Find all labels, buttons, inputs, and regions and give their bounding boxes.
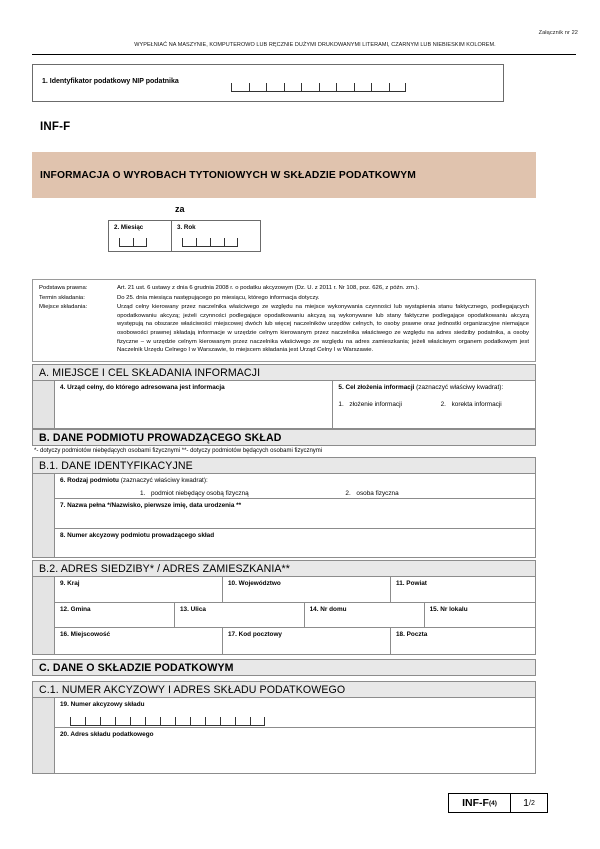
section-b2-title: B.2. ADRES SIEDZIBY* / ADRES ZAMIESZKANIA**: [39, 562, 290, 575]
field-14-label: 14. Nr domu: [309, 605, 347, 613]
option-label: korekta informacji: [451, 401, 502, 408]
legal-text: Art. 21 ust. 6 ustawy z dnia 6 grudnia 2008 r. o podatku akcyzowym (Dz. U. z 2011 r. Nr 108, poz. 626, z późn. zm.).: [117, 285, 420, 291]
section-b2-header: [32, 560, 536, 577]
warehouse-cell[interactable]: [145, 717, 160, 726]
field-20-label: 20. Adres składu podatkowego: [60, 731, 154, 738]
attachment-number: Załącznik nr 22: [538, 30, 578, 36]
warehouse-cell[interactable]: [220, 717, 235, 726]
field-12-label: 12. Gmina: [60, 605, 91, 613]
field-4-office[interactable]: [55, 381, 333, 428]
legal-basis-block: [32, 279, 536, 362]
month-cell[interactable]: [119, 238, 133, 247]
field-17-postal-code[interactable]: [223, 628, 391, 654]
field-10-label: 10. Województwo: [228, 580, 281, 587]
field-17-label: 17. Kod pocztowy: [228, 631, 282, 639]
period-box: [108, 220, 261, 252]
nip-cell[interactable]: [266, 83, 284, 92]
legal-term: Miejsce składania:: [39, 304, 88, 311]
section-a-header: [32, 364, 536, 381]
year-cell[interactable]: [210, 238, 224, 247]
field-6-option-2[interactable]: [345, 490, 398, 497]
field-2-month[interactable]: [109, 221, 172, 251]
field-3-year[interactable]: [172, 221, 260, 251]
section-b-title: B. DANE PODMIOTU PROWADZĄCEGO SKŁAD: [39, 431, 282, 444]
option-number: 2.: [345, 490, 351, 497]
field-16-label: 16. Miejscowość: [60, 631, 111, 639]
section-a-title: A. MIEJSCE I CEL SKŁADANIA INFORMACJI: [39, 366, 261, 379]
warehouse-cell[interactable]: [190, 717, 205, 726]
field-5-options: [338, 401, 535, 408]
field-11-label: 11. Powiat: [396, 580, 427, 587]
field-19-warehouse-excise-number[interactable]: [55, 698, 535, 727]
section-c-header: [32, 659, 536, 676]
legal-text: Urząd celny kierowany przez naczelnika właściwego ze względu na miejsce wykonywania czynności lub wystąpienia stanu faktycznego, podlegających opodatkowaniu akcyzą; jeżeli czynności podlegające opodatkowaniu akcyzą są wykonywane lub stany faktyczne podlegające opodatkowaniu akcyzą występują na obszarze właściwości miejscowej dwóch lub więcej naczelników urzędów celnych, to osoby prawne oraz jednostki organizacyjne niemające osobowości prawnej składają informacje w urzędzie celnym kierowanym przez naczelnika właściwego ze względu na adres siedziby podatnika, a osoby fizyczne – w urzędzie celnym kierowanym przez naczelnika właściwego ze względu na adres zamieszkania; jeżeli właściwym organem podatkowym jest Naczelnik Urzędu Celnego I w Warszawie, to miejscem składania jest Urząd Celny I w Warszawie.: [117, 304, 529, 354]
nip-cell[interactable]: [319, 83, 337, 92]
field-4-label: 4. Urząd celny, do którego adresowana jest informacja: [60, 384, 225, 391]
field-5-label: 5. Cel złożenia informacji (zaznaczyć właściwy kwadrat):: [338, 384, 504, 391]
field-6-entity-type[interactable]: [55, 474, 535, 498]
field-3-label: 3. Rok: [177, 224, 196, 231]
field-6-options: [60, 490, 535, 497]
warehouse-cell[interactable]: [100, 717, 115, 726]
field-18-post-office[interactable]: [391, 628, 535, 654]
section-a-fields: [32, 381, 536, 429]
period-word: za: [175, 204, 185, 214]
field-12-commune[interactable]: [55, 603, 175, 628]
left-gutter: [33, 474, 55, 557]
field-5-purpose[interactable]: [333, 381, 535, 428]
field-15-label: 15. Nr lokalu: [429, 605, 468, 613]
nip-cell[interactable]: [371, 83, 389, 92]
warehouse-cell[interactable]: [130, 717, 145, 726]
field-1-label: 1. Identyfikator podatkowy NIP podatnika: [42, 78, 179, 85]
legal-text: Do 25. dnia miesiąca następującego po miesiącu, którego informacja dotyczy.: [117, 294, 320, 301]
field-8-label: 8. Numer akcyzowy podmiotu prowadzącego skład: [60, 532, 215, 539]
warehouse-cell[interactable]: [115, 717, 130, 726]
footer-form-code: [449, 794, 511, 812]
field-13-street[interactable]: [175, 603, 305, 628]
field-19-label: 19. Numer akcyzowy składu: [60, 701, 145, 708]
field-6-label: 6. Rodzaj podmiotu (zaznaczyć właściwy kwadrat):: [60, 477, 208, 484]
section-b-header: [32, 429, 536, 446]
year-cell[interactable]: [196, 238, 210, 247]
field-5-hint: (zaznaczyć właściwy kwadrat):: [414, 384, 504, 391]
left-gutter: [33, 577, 55, 654]
form-title: INFORMACJA O WYROBACH TYTONIOWYCH W SKŁADZIE PODATKOWYM: [40, 169, 416, 181]
legal-term: Podstawa prawna:: [39, 285, 88, 291]
nip-cell[interactable]: [249, 83, 267, 92]
year-cell[interactable]: [182, 238, 196, 247]
page-header: [0, 0, 600, 52]
legal-row: [39, 284, 529, 293]
option-label: osoba fizyczna: [356, 490, 399, 497]
field-7-name[interactable]: [55, 499, 535, 528]
nip-cell[interactable]: [336, 83, 354, 92]
field-5-option-1[interactable]: [338, 401, 440, 408]
field-1-nip-input[interactable]: [231, 83, 406, 92]
field-18-label: 18. Poczta: [396, 631, 428, 639]
field-5-option-2[interactable]: [441, 401, 502, 408]
section-c1-title: C.1. NUMER AKCYZOWY I ADRES SKŁADU PODATKOWEGO: [39, 683, 346, 696]
footer-page-number: [511, 794, 547, 812]
section-b2-fields: [32, 577, 536, 655]
nip-cell[interactable]: [231, 83, 249, 92]
left-gutter: [33, 698, 55, 773]
nip-cell[interactable]: [354, 83, 372, 92]
warehouse-cell[interactable]: [160, 717, 175, 726]
field-8-excise-number[interactable]: [55, 529, 535, 556]
field-10-voivodeship[interactable]: [223, 577, 391, 602]
field-14-house-number[interactable]: [305, 603, 425, 628]
legal-row: [39, 294, 529, 303]
month-cell[interactable]: [133, 238, 147, 247]
field-15-flat-number[interactable]: [425, 603, 535, 628]
section-b1-header: [32, 457, 536, 474]
option-number: 2.: [440, 401, 446, 408]
section-c1-fields: [32, 698, 536, 774]
nip-cell[interactable]: [389, 83, 407, 92]
field-11-county[interactable]: [391, 577, 535, 602]
section-c1-header: [32, 681, 536, 698]
page-total: /2: [529, 799, 535, 807]
field-2-label: 2. Miesiąc: [114, 224, 144, 231]
legal-row: [39, 303, 529, 355]
footer-code-text: INF-F: [462, 797, 489, 809]
field-20-warehouse-address[interactable]: [55, 728, 535, 773]
form-title-banner: [32, 152, 536, 198]
option-number: 1.: [140, 490, 146, 497]
field-19-input[interactable]: [70, 717, 265, 726]
page-current: 1: [523, 797, 529, 809]
warehouse-cell[interactable]: [70, 717, 85, 726]
header-divider: [32, 54, 576, 55]
option-label: złożenie informacji: [349, 401, 402, 408]
warehouse-cell[interactable]: [85, 717, 100, 726]
nip-cell[interactable]: [284, 83, 302, 92]
field-6-hint: (zaznaczyć właściwy kwadrat):: [118, 477, 208, 484]
field-16-city[interactable]: [55, 628, 223, 654]
field-6-option-1[interactable]: [140, 490, 345, 497]
field-2-month-input[interactable]: [119, 238, 147, 247]
field-9-country[interactable]: [55, 577, 223, 602]
section-b1-fields: [32, 474, 536, 558]
section-b-footnote: *- dotyczy podmiotów niebędących osobami fizycznymi **- dotyczy podmiotów będących osobami fizycznymi: [34, 448, 323, 454]
nip-cell[interactable]: [301, 83, 319, 92]
section-c-title: C. DANE O SKŁADZIE PODATKOWYM: [39, 661, 234, 674]
footer-code-version: (4): [488, 799, 497, 807]
warehouse-cell[interactable]: [205, 717, 220, 726]
warehouse-cell[interactable]: [175, 717, 190, 726]
form-code: INF-F: [40, 121, 71, 133]
legal-term: Termin składania:: [39, 294, 85, 301]
warehouse-cell[interactable]: [250, 717, 265, 726]
section-b1-title: B.1. DANE IDENTYFIKACYJNE: [39, 459, 193, 472]
year-cell[interactable]: [224, 238, 238, 247]
field-13-label: 13. Ulica: [180, 605, 206, 613]
warehouse-cell[interactable]: [235, 717, 250, 726]
field-1-nip-box[interactable]: [32, 64, 504, 102]
field-7-label: 7. Nazwa pełna */Nazwisko, pierwsze imię, data urodzenia **: [60, 502, 242, 509]
field-3-year-input[interactable]: [182, 238, 238, 247]
fill-instruction: WYPEŁNIAĆ NA MASZYNIE, KOMPUTEROWO LUB RĘCZNIE DUŻYMI DRUKOWANYMI LITERAMI, CZARNYM LUB NIEBIESKIM KOLOREM.: [134, 42, 496, 48]
option-label: podmiot niebędący osobą fizyczną: [151, 490, 249, 497]
footer-box: [448, 793, 548, 813]
left-gutter: [33, 381, 55, 428]
option-number: 1.: [338, 401, 344, 408]
field-9-label: 9. Kraj: [60, 580, 80, 587]
